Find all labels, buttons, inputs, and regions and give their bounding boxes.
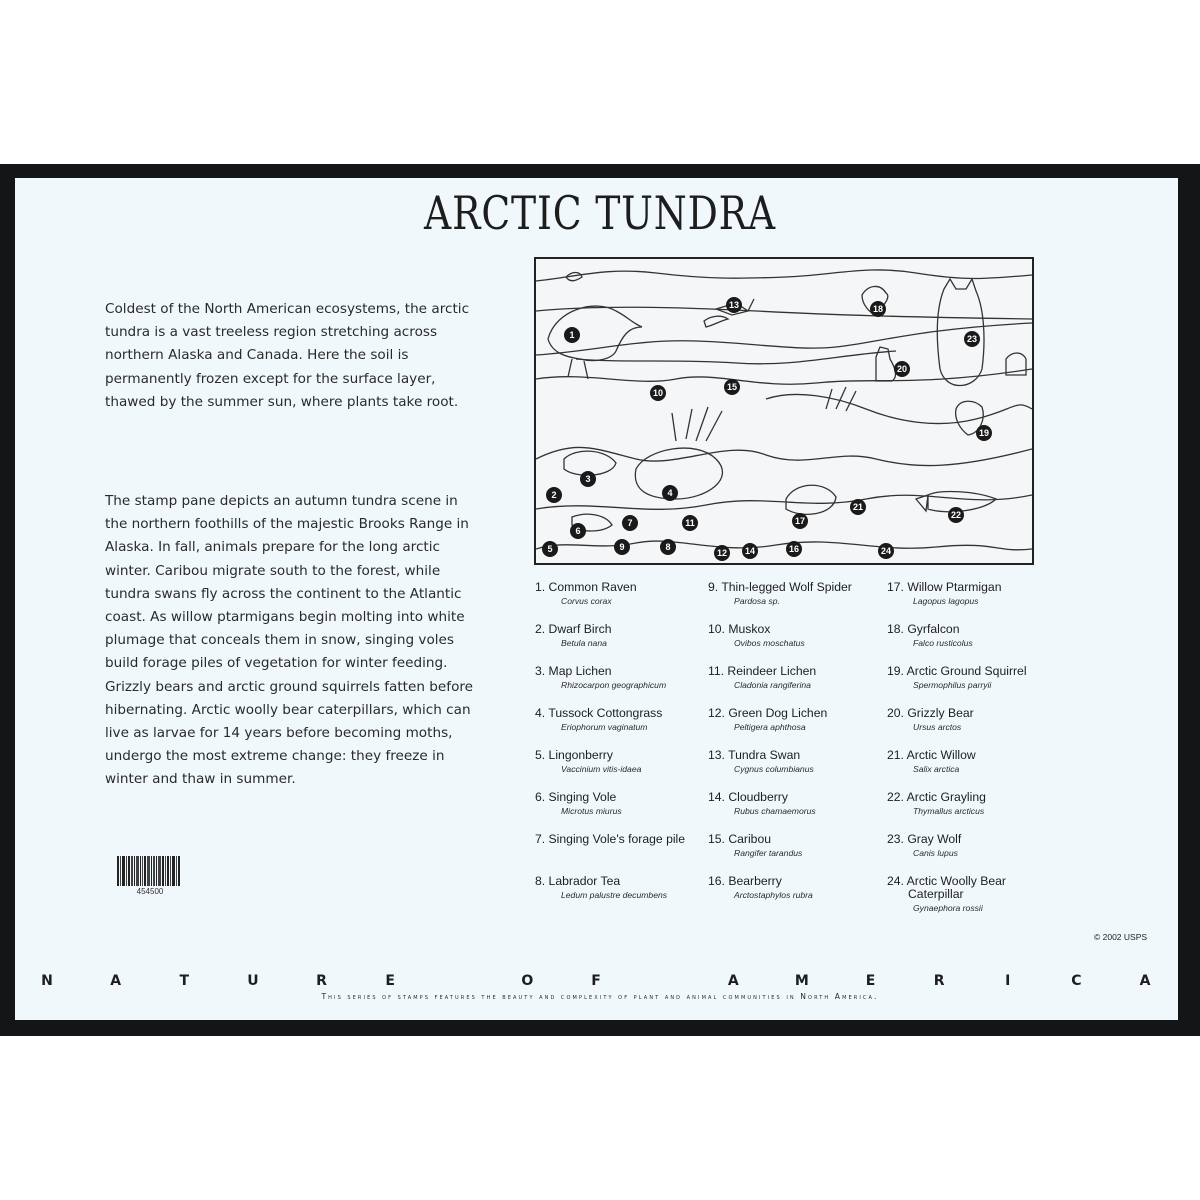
species-scientific-name: Ledum palustre decumbens <box>561 890 668 900</box>
species-scientific-name: Canis lupus <box>913 848 958 858</box>
barcode-bar <box>153 856 155 886</box>
barcode-bar <box>134 856 135 886</box>
series-title <box>40 973 1152 989</box>
legend-entry <box>535 622 715 650</box>
species-common-name: 22. Arctic Grayling <box>887 790 986 804</box>
series-letter: A <box>727 973 739 989</box>
illustration-marker: 8 <box>660 539 676 555</box>
legend-entry <box>887 874 1067 915</box>
species-common-name: 19. Arctic Ground Squirrel <box>887 664 1027 678</box>
barcode-bar <box>142 856 143 886</box>
species-common-name: 16. Bearberry <box>708 874 782 888</box>
legend-entry <box>708 664 888 692</box>
barcode-bar <box>170 856 171 886</box>
barcode-bar <box>126 856 127 886</box>
barcode-bar <box>128 856 130 886</box>
species-scientific-name: Falco rusticolus <box>913 638 973 648</box>
species-scientific-name: Lagopus lagopus <box>913 596 979 606</box>
legend-entry <box>535 790 715 818</box>
species-scientific-name: Spermophilus parryii <box>913 680 992 690</box>
legend-entry <box>887 832 1067 860</box>
barcode-bar <box>172 856 175 886</box>
illustration-marker: 23 <box>964 331 980 347</box>
series-letter: R <box>316 973 327 989</box>
illustration-marker: 5 <box>542 541 558 557</box>
illustration-marker: 13 <box>726 297 742 313</box>
illustration-marker: 7 <box>622 515 638 531</box>
species-common-name: 20. Grizzly Bear <box>887 706 974 720</box>
tundra-illustration <box>534 257 1034 565</box>
species-scientific-name: Ovibos moschatus <box>734 638 805 648</box>
species-scientific-name: Corvus corax <box>561 596 612 606</box>
illustration-marker: 6 <box>570 523 586 539</box>
series-letter: T <box>179 973 190 989</box>
legend-entry <box>535 874 715 902</box>
legend-entry <box>887 664 1067 692</box>
legend-entry <box>887 580 1067 608</box>
barcode-bar <box>140 856 141 886</box>
legend-entry <box>535 832 715 846</box>
species-common-name: 6. Singing Vole <box>535 790 617 804</box>
series-letter: A <box>110 973 122 989</box>
copyright: © 2002 USPS <box>1094 932 1148 942</box>
barcode-bar <box>144 856 146 886</box>
series-letter: N <box>41 973 53 989</box>
species-common-name: 4. Tussock Cottongrass <box>535 706 663 720</box>
species-common-name: 17. Willow Ptarmigan <box>887 580 1002 594</box>
legend-entry <box>887 748 1067 776</box>
species-scientific-name: Rubus chamaemorus <box>734 806 816 816</box>
barcode-bar <box>117 856 119 886</box>
illustration-marker: 20 <box>894 361 910 377</box>
species-scientific-name: Salix arctica <box>913 764 960 774</box>
species-scientific-name: Eriophorum vaginatum <box>561 722 648 732</box>
species-common-name: 2. Dwarf Birch <box>535 622 612 636</box>
illustration-marker: 1 <box>564 327 580 343</box>
series-letter <box>452 973 466 989</box>
species-scientific-name: Vaccinium vitis-idaea <box>561 764 642 774</box>
species-common-name: 5. Lingonberry <box>535 748 613 762</box>
barcode-bar <box>136 856 139 886</box>
species-common-name: 21. Arctic Willow <box>887 748 976 762</box>
series-letter: E <box>865 973 876 989</box>
series-letter: A <box>1139 973 1151 989</box>
species-scientific-name: Betula nana <box>561 638 607 648</box>
species-common-name: 1. Common Raven <box>535 580 637 594</box>
series-letter <box>658 973 672 989</box>
illustration-marker: 10 <box>650 385 666 401</box>
species-scientific-name: Peltigera aphthosa <box>734 722 806 732</box>
illustration-marker: 3 <box>580 471 596 487</box>
series-letter: U <box>247 973 259 989</box>
legend-entry <box>535 664 715 692</box>
illustration-marker: 24 <box>878 543 894 559</box>
species-common-name: 10. Muskox <box>708 622 771 636</box>
intro-paragraph-2: The stamp pane depicts an autumn tundra scene in the northern foothills of the majestic Brooks Range in Alaska. In fall, animals prepare for the long arctic winter. Caribou migrate south to the forest, while tundra swans fly across the continent to the Atlantic coast. As willow ptarmigans begin molting into white plumage that conceals them in snow, singing voles build forage piles of vegetation for winter feeding. Grizzly bears and arctic ground squirrels fatten before hibernating. Arctic woolly bear caterpillars, which can live as larvae for 14 years before becoming moths, undergo the most extreme change: they freeze in winter and thaw in summer. <box>105 493 474 788</box>
series-letter: M <box>794 973 809 989</box>
barcode-bar <box>165 856 166 886</box>
barcode-bar <box>122 856 125 886</box>
legend-entry <box>535 748 715 776</box>
legend-entry <box>708 874 888 902</box>
species-common-name: 18. Gyrfalcon <box>887 622 960 636</box>
legend-entry <box>708 790 888 818</box>
series-tagline: This series of stamps features the beauty and complexity of plant and animal communities in North America. <box>321 992 879 1001</box>
legend-entry <box>535 706 715 734</box>
species-scientific-name: Ursus arctos <box>913 722 962 732</box>
species-scientific-name: Cygnus columbianus <box>734 764 814 774</box>
illustration-marker: 4 <box>662 485 678 501</box>
species-scientific-name: Microtus miurus <box>561 806 622 816</box>
barcode-bar <box>178 856 180 886</box>
species-common-name: 3. Map Lichen <box>535 664 612 678</box>
species-common-name: 23. Gray Wolf <box>887 832 962 846</box>
species-common-name: 7. Singing Vole's forage pile <box>535 832 686 846</box>
species-common-name: 9. Thin-legged Wolf Spider <box>708 580 852 594</box>
illustration-marker: 2 <box>546 487 562 503</box>
species-scientific-name: Cladonia rangiferina <box>734 680 811 690</box>
series-letter: O <box>521 973 534 989</box>
series-letter: F <box>591 973 601 989</box>
barcode-bar <box>151 856 152 886</box>
species-scientific-name: Rangifer tarandus <box>734 848 803 858</box>
legend-entry <box>708 580 888 608</box>
species-common-name-line2: Caterpillar <box>908 887 964 901</box>
species-scientific-name: Thymallus arcticus <box>913 806 985 816</box>
illustration-marker: 19 <box>976 425 992 441</box>
barcode <box>117 856 183 886</box>
species-common-name: 11. Reindeer Lichen <box>708 664 817 678</box>
barcode-bar <box>158 856 161 886</box>
legend-entry <box>887 622 1067 650</box>
species-scientific-name: Pardosa sp. <box>734 596 780 606</box>
legend-entry <box>708 622 888 650</box>
legend-entry <box>708 832 888 860</box>
species-common-name: 8. Labrador Tea <box>535 874 621 888</box>
series-letter: I <box>1005 973 1011 989</box>
species-common-name: 15. Caribou <box>708 832 772 846</box>
legend-entry <box>708 706 888 734</box>
illustration-marker: 9 <box>614 539 630 555</box>
barcode-number: 454500 <box>136 887 164 896</box>
illustration-marker: 22 <box>948 507 964 523</box>
intro-paragraph-1: Coldest of the North American ecosystems, the arctic tundra is a vast treeless region stretching across northern Alaska and Canada. Here the soil is permanently frozen except for the surface layer, thawed by the summer sun, where plants take root. <box>105 301 470 410</box>
illustration-marker: 16 <box>786 541 802 557</box>
legend-entry <box>887 790 1067 818</box>
illustration-marker: 18 <box>870 301 886 317</box>
barcode-bar <box>167 856 169 886</box>
illustration-marker: 15 <box>724 379 740 395</box>
species-common-name: 24. Arctic Woolly Bear <box>887 874 1006 888</box>
illustration-marker: 14 <box>742 543 758 559</box>
series-letter: C <box>1071 973 1082 989</box>
species-scientific-name: Arctostaphylos rubra <box>734 890 813 900</box>
species-scientific-name: Gynaephora rossii <box>913 903 983 913</box>
series-letter: R <box>933 973 945 989</box>
species-common-name: 14. Cloudberry <box>708 790 788 804</box>
legend-entry <box>708 748 888 776</box>
barcode-bar <box>176 856 177 886</box>
illustration-marker: 11 <box>682 515 698 531</box>
page-title: ARCTIC TUNDRA <box>424 186 776 240</box>
barcode-bar <box>147 856 150 886</box>
illustration-marker: 12 <box>714 545 730 561</box>
species-common-name: 13. Tundra Swan <box>708 748 801 762</box>
series-letter: E <box>385 973 395 989</box>
species-common-name: 12. Green Dog Lichen <box>708 706 828 720</box>
illustration-marker: 21 <box>850 499 866 515</box>
barcode-bar <box>120 856 121 886</box>
barcode-bar <box>131 856 133 886</box>
barcode-bar <box>162 856 164 886</box>
species-scientific-name: Rhizocarpon geographicum <box>561 680 667 690</box>
illustration-marker: 17 <box>792 513 808 529</box>
barcode-bar <box>156 856 157 886</box>
legend-entry <box>535 580 715 608</box>
legend-entry <box>887 706 1067 734</box>
